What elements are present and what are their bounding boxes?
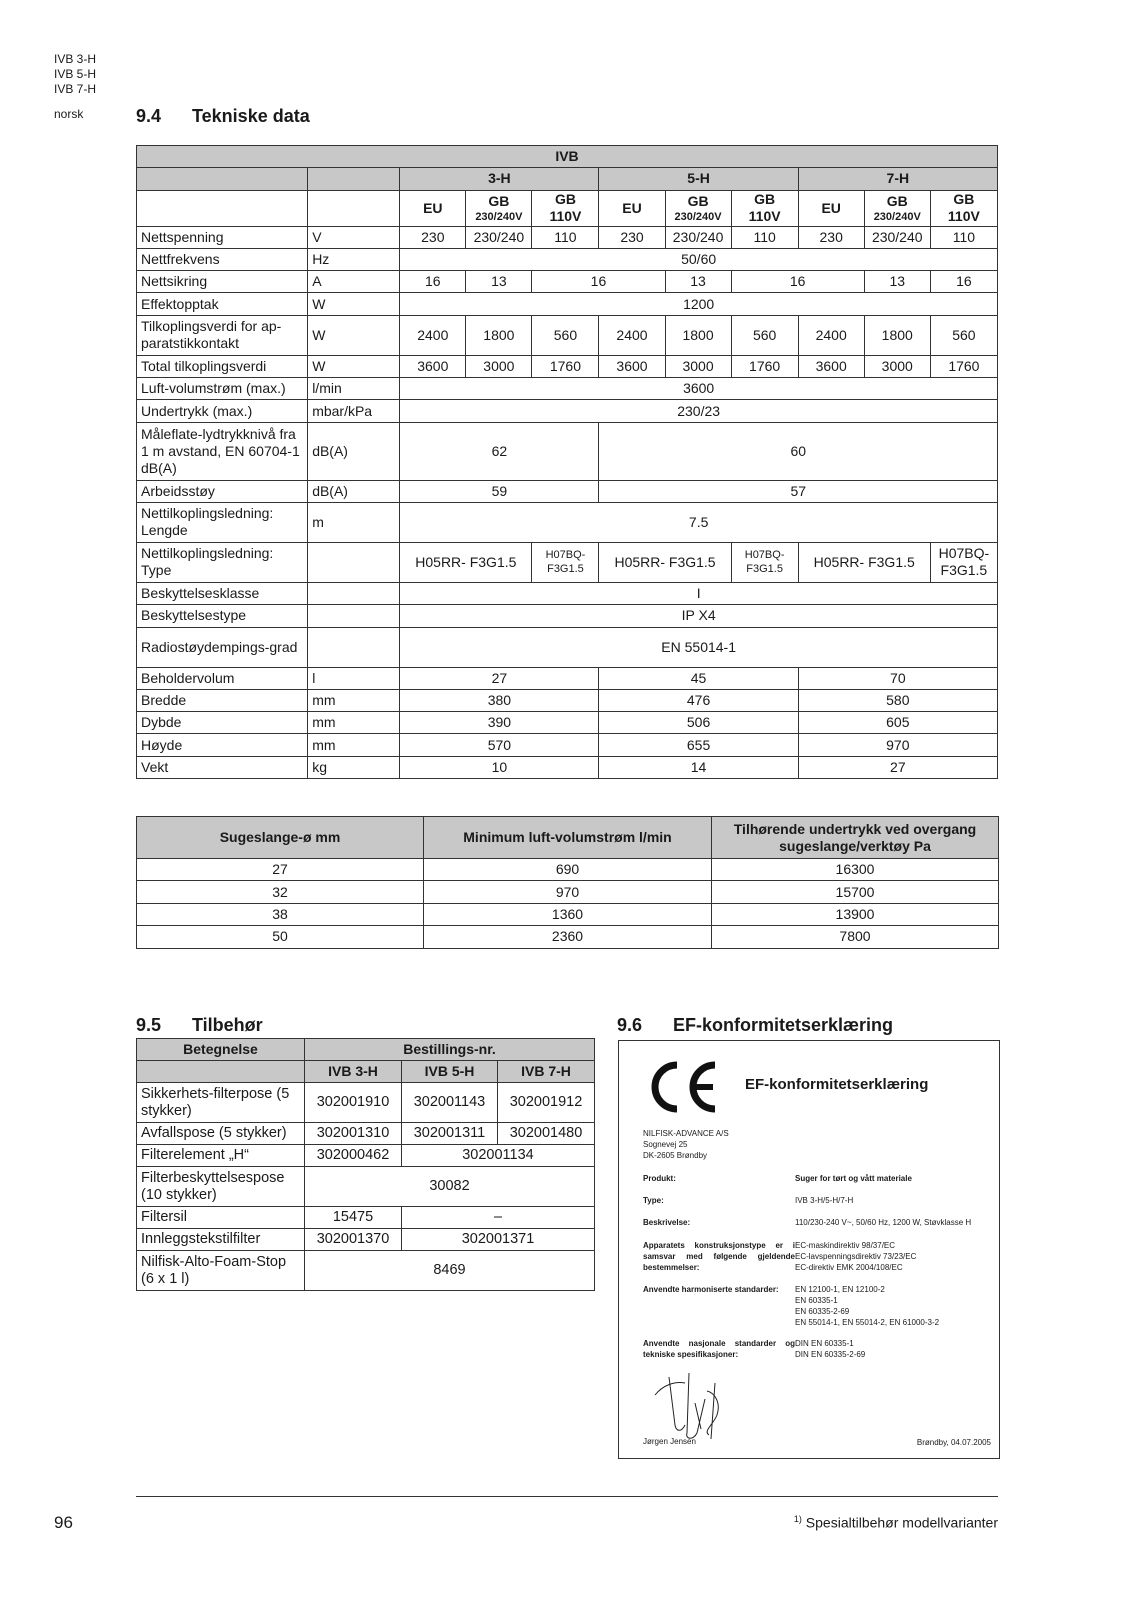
cell: 15475 bbox=[305, 1207, 402, 1229]
table-row bbox=[137, 226, 998, 248]
row-label: Total tilkoplingsverdi bbox=[137, 355, 308, 377]
cell: 302001910 bbox=[305, 1083, 402, 1123]
column-header: Betegnelse bbox=[137, 1039, 305, 1061]
field-value: Suger for tørt og vått materiale bbox=[795, 1174, 912, 1183]
cell: EN 55014-1 bbox=[400, 627, 998, 667]
row-label: Tilkoplingsverdi for ap-paratstikkontakt bbox=[137, 315, 308, 355]
cell: – bbox=[402, 1207, 595, 1229]
table-row bbox=[137, 480, 998, 502]
model-label: IVB 7-H bbox=[54, 82, 97, 96]
row-label: Nettilkoplingsledning: Type bbox=[137, 542, 308, 582]
table-row bbox=[137, 734, 998, 756]
cell: 570 bbox=[400, 734, 599, 756]
cell: 230/23 bbox=[400, 400, 998, 422]
cell: 1360 bbox=[424, 903, 712, 925]
section-number: 9.4 bbox=[136, 106, 162, 126]
cell: 59 bbox=[400, 480, 599, 502]
row-unit: kg bbox=[308, 756, 400, 778]
header-row bbox=[137, 146, 998, 168]
cell: 38 bbox=[137, 903, 424, 925]
cell: 2400 bbox=[599, 315, 665, 355]
row-unit: Hz bbox=[308, 248, 400, 270]
row-unit: dB(A) bbox=[308, 422, 400, 480]
field-label: Produkt: bbox=[643, 1174, 676, 1183]
column-header: IVB 5-H bbox=[402, 1061, 498, 1083]
row-unit bbox=[308, 582, 400, 604]
row-unit: W bbox=[308, 293, 400, 315]
suction-hose-table bbox=[136, 816, 999, 949]
declaration-title: EF-konformitetserklæring bbox=[745, 1076, 929, 1093]
variant-header: GB 110V bbox=[930, 190, 997, 226]
section-title: Tilbehør bbox=[192, 1015, 263, 1035]
cell: 27 bbox=[137, 859, 424, 881]
cell: 230 bbox=[400, 226, 466, 248]
table-row bbox=[137, 1251, 595, 1291]
cell: 302001912 bbox=[498, 1083, 595, 1123]
row-unit: mm bbox=[308, 689, 400, 711]
cell: 2400 bbox=[400, 315, 466, 355]
signature-icon bbox=[645, 1363, 755, 1443]
row-unit: mm bbox=[308, 734, 400, 756]
cell: 380 bbox=[400, 689, 599, 711]
cell: H05RR- F3G1.5 bbox=[599, 542, 731, 582]
cell: 302001370 bbox=[305, 1229, 402, 1251]
cell: H07BQ-F3G1.5 bbox=[731, 542, 798, 582]
cell: 970 bbox=[798, 734, 997, 756]
language-label: norsk bbox=[54, 107, 84, 121]
row-label: Høyde bbox=[137, 734, 308, 756]
table-row bbox=[137, 859, 999, 881]
cell: 560 bbox=[930, 315, 997, 355]
variant-header: EU bbox=[400, 190, 466, 226]
cell: 16 bbox=[400, 271, 466, 293]
cell: 57 bbox=[599, 480, 998, 502]
cell: 16300 bbox=[712, 859, 999, 881]
row-label: Sikkerhets-filterpose (5 stykker) bbox=[137, 1083, 305, 1123]
cell: 230/240 bbox=[466, 226, 532, 248]
table-row bbox=[137, 355, 998, 377]
model-label: IVB 3-H bbox=[54, 52, 97, 66]
signer-name: Jørgen Jensen bbox=[643, 1437, 696, 1446]
table-row bbox=[137, 1167, 595, 1207]
ce-mark-icon bbox=[643, 1059, 721, 1115]
header-row bbox=[137, 1039, 595, 1061]
section-title: Tekniske data bbox=[192, 106, 310, 126]
cell: 13 bbox=[466, 271, 532, 293]
cell: 13900 bbox=[712, 903, 999, 925]
row-label: Beskyttelsestype bbox=[137, 605, 308, 627]
cell: 60 bbox=[599, 422, 998, 480]
row-label: Vekt bbox=[137, 756, 308, 778]
table-row bbox=[137, 1083, 595, 1123]
row-unit: mbar/kPa bbox=[308, 400, 400, 422]
table-row bbox=[137, 271, 998, 293]
cell: 16 bbox=[532, 271, 665, 293]
cell: 302001310 bbox=[305, 1123, 402, 1145]
table-row bbox=[137, 400, 998, 422]
cell: 302001311 bbox=[402, 1123, 498, 1145]
row-label: Avfallspose (5 stykker) bbox=[137, 1123, 305, 1145]
table-row bbox=[137, 422, 998, 480]
column-header: Bestillings-nr. bbox=[305, 1039, 595, 1061]
cell: 7800 bbox=[712, 926, 999, 948]
field-label: Anvendte harmoniserte standarder: bbox=[643, 1285, 779, 1294]
field-label: Anvendte nasjonale standarder og tekniske spesifikasjoner: bbox=[643, 1339, 795, 1359]
row-unit: W bbox=[308, 315, 400, 355]
cell: 3600 bbox=[400, 355, 466, 377]
cell: 302001371 bbox=[402, 1229, 595, 1251]
cell: 110 bbox=[532, 226, 599, 248]
cell: IP X4 bbox=[400, 605, 998, 627]
variant-header: GB 110V bbox=[532, 190, 599, 226]
cell: 390 bbox=[400, 712, 599, 734]
cell: 50 bbox=[137, 926, 424, 948]
cell: 302000462 bbox=[305, 1145, 402, 1167]
cell: 15700 bbox=[712, 881, 999, 903]
field-label: Beskrivelse: bbox=[643, 1218, 691, 1227]
column-header: Tilhørende undertrykk ved overgang sugeslange/verktøy Pa bbox=[712, 817, 999, 859]
cell: 3000 bbox=[864, 355, 930, 377]
variant-header: GB 230/240V bbox=[466, 190, 532, 226]
column-header: Sugeslange-ø mm bbox=[137, 817, 424, 859]
table-row bbox=[137, 248, 998, 270]
table-row bbox=[137, 542, 998, 582]
cell: 302001134 bbox=[402, 1145, 595, 1167]
footer-rule bbox=[136, 1496, 998, 1497]
table-row bbox=[137, 627, 998, 667]
cell: H07BQ-F3G1.5 bbox=[930, 542, 997, 582]
cell: 8469 bbox=[305, 1251, 595, 1291]
table-row bbox=[137, 502, 998, 542]
cell: 2360 bbox=[424, 926, 712, 948]
cell: 1760 bbox=[930, 355, 997, 377]
cell: 506 bbox=[599, 712, 798, 734]
technical-data-table bbox=[136, 145, 998, 779]
model-list bbox=[54, 52, 96, 97]
field-value: EC-maskindirektiv 98/37/EC EC-lavspenningsdirektiv 73/23/EC EC-direktiv EMK 2004/108/EC bbox=[795, 1241, 917, 1272]
column-header: Minimum luft-volumstrøm l/min bbox=[424, 817, 712, 859]
cell: 3000 bbox=[665, 355, 731, 377]
row-unit bbox=[308, 542, 400, 582]
cell: 476 bbox=[599, 689, 798, 711]
variant-header: GB 230/240V bbox=[864, 190, 930, 226]
cell: I bbox=[400, 582, 998, 604]
row-label: Nettfrekvens bbox=[137, 248, 308, 270]
section-heading-9-5 bbox=[136, 1015, 263, 1036]
header-row bbox=[137, 168, 998, 190]
cell: H07BQ-F3G1.5 bbox=[532, 542, 599, 582]
row-label: Måleflate-lydtrykknivå fra 1 m avstand, EN 60704-1 dB(A) bbox=[137, 422, 308, 480]
row-unit: dB(A) bbox=[308, 480, 400, 502]
footnote-marker: 1) bbox=[793, 1514, 802, 1524]
cell: 605 bbox=[798, 712, 997, 734]
footnote-text: Spesialtilbehør modellvarianter bbox=[805, 1514, 998, 1531]
model-group-header: 5-H bbox=[599, 168, 798, 190]
row-label: Nilfisk-Alto-Foam-Stop (6 x 1 l) bbox=[137, 1251, 305, 1291]
header-row bbox=[137, 817, 999, 859]
cell: 580 bbox=[798, 689, 997, 711]
table-row bbox=[137, 689, 998, 711]
table-row bbox=[137, 293, 998, 315]
row-unit: mm bbox=[308, 712, 400, 734]
cell: 970 bbox=[424, 881, 712, 903]
cell: 230/240 bbox=[864, 226, 930, 248]
row-label: Filterelement „H“ bbox=[137, 1145, 305, 1167]
section-number: 9.6 bbox=[617, 1015, 643, 1035]
table-row bbox=[137, 1145, 595, 1167]
column-header: IVB 3-H bbox=[305, 1061, 402, 1083]
model-label: IVB 5-H bbox=[54, 67, 97, 81]
row-label: Luft-volumstrøm (max.) bbox=[137, 378, 308, 400]
cell: 110 bbox=[930, 226, 997, 248]
cell: 62 bbox=[400, 422, 599, 480]
row-label: Radiostøydempings-grad bbox=[137, 627, 308, 667]
section-heading-9-6 bbox=[617, 1015, 893, 1036]
cell: 13 bbox=[665, 271, 731, 293]
cell: 302001143 bbox=[402, 1083, 498, 1123]
page-number: 96 bbox=[54, 1513, 73, 1532]
cell: 3000 bbox=[466, 355, 532, 377]
cell: 560 bbox=[731, 315, 798, 355]
column-header: IVB 7-H bbox=[498, 1061, 595, 1083]
variant-header-row bbox=[137, 190, 998, 226]
table-row bbox=[137, 315, 998, 355]
table-row bbox=[137, 378, 998, 400]
place-date: Brøndby, 04.07.2005 bbox=[916, 1438, 991, 1447]
field-label: Apparatets konstruksjonstype er i samsvar med følgende gjeldende bestemmelser: bbox=[643, 1241, 795, 1272]
row-label: Nettsikring bbox=[137, 271, 308, 293]
cell: 230 bbox=[798, 226, 864, 248]
cell: 690 bbox=[424, 859, 712, 881]
row-label: Dybde bbox=[137, 712, 308, 734]
cell: 27 bbox=[798, 756, 997, 778]
model-group-header: 7-H bbox=[798, 168, 997, 190]
cell: 7.5 bbox=[400, 502, 998, 542]
row-unit: l bbox=[308, 667, 400, 689]
row-unit bbox=[308, 627, 400, 667]
cell: 45 bbox=[599, 667, 798, 689]
row-label: Effektopptak bbox=[137, 293, 308, 315]
cell: 16 bbox=[930, 271, 997, 293]
row-label: Undertrykk (max.) bbox=[137, 400, 308, 422]
table-title: IVB bbox=[137, 146, 998, 168]
section-heading-9-4 bbox=[136, 106, 310, 127]
cell: H05RR- F3G1.5 bbox=[400, 542, 532, 582]
cell: 3600 bbox=[798, 355, 864, 377]
field-value: IVB 3-H/5-H/7-H bbox=[795, 1196, 854, 1205]
field-value: EN 12100-1, EN 12100-2 EN 60335-1 EN 60335-2-69 EN 55014-1, EN 55014-2, EN 61000-3-2 bbox=[795, 1285, 940, 1327]
row-unit: V bbox=[308, 226, 400, 248]
row-label: Bredde bbox=[137, 689, 308, 711]
row-label: Filtersil bbox=[137, 1207, 305, 1229]
cell: 2400 bbox=[798, 315, 864, 355]
field-label: Type: bbox=[643, 1196, 664, 1205]
row-unit: A bbox=[308, 271, 400, 293]
table-row bbox=[137, 582, 998, 604]
cell: H05RR- F3G1.5 bbox=[798, 542, 930, 582]
table-row bbox=[137, 903, 999, 925]
row-label: Nettspenning bbox=[137, 226, 308, 248]
row-label: Nettilkoplingsledning: Lengde bbox=[137, 502, 308, 542]
cell: 1200 bbox=[400, 293, 998, 315]
table-row bbox=[137, 926, 999, 948]
conformity-declaration bbox=[618, 1040, 1000, 1459]
row-unit: l/min bbox=[308, 378, 400, 400]
cell: 3600 bbox=[400, 378, 998, 400]
row-label: Arbeidsstøy bbox=[137, 480, 308, 502]
variant-header: GB 110V bbox=[731, 190, 798, 226]
cell: 230/240 bbox=[665, 226, 731, 248]
row-label: Innleggstekstilfilter bbox=[137, 1229, 305, 1251]
header-row bbox=[137, 1061, 595, 1083]
table-row bbox=[137, 605, 998, 627]
section-number: 9.5 bbox=[136, 1015, 162, 1035]
cell: 1800 bbox=[665, 315, 731, 355]
cell: 50/60 bbox=[400, 248, 998, 270]
cell: 13 bbox=[864, 271, 930, 293]
field-value: DIN EN 60335-1 DIN EN 60335-2-69 bbox=[795, 1339, 866, 1359]
cell: 230 bbox=[599, 226, 665, 248]
variant-header: GB 230/240V bbox=[665, 190, 731, 226]
row-label: Beskyttelsesklasse bbox=[137, 582, 308, 604]
cell: 110 bbox=[731, 226, 798, 248]
table-row bbox=[137, 756, 998, 778]
cell: 16 bbox=[731, 271, 864, 293]
row-unit: m bbox=[308, 502, 400, 542]
variant-header: EU bbox=[599, 190, 665, 226]
table-row bbox=[137, 881, 999, 903]
variant-header: EU bbox=[798, 190, 864, 226]
accessories-table bbox=[136, 1038, 595, 1291]
cell: 10 bbox=[400, 756, 599, 778]
cell: 30082 bbox=[305, 1167, 595, 1207]
cell: 560 bbox=[532, 315, 599, 355]
table-row bbox=[137, 1229, 595, 1251]
cell: 27 bbox=[400, 667, 599, 689]
table-row bbox=[137, 1123, 595, 1145]
cell: 1760 bbox=[532, 355, 599, 377]
cell: 1800 bbox=[864, 315, 930, 355]
model-group-header: 3-H bbox=[400, 168, 599, 190]
cell: 302001480 bbox=[498, 1123, 595, 1145]
section-title: EF-konformitetserklæring bbox=[673, 1015, 894, 1035]
company-address: NILFISK-ADVANCE A/S Sognevej 25 DK-2605 Brøndby bbox=[643, 1129, 729, 1160]
footnote bbox=[794, 1514, 998, 1531]
table-row bbox=[137, 712, 998, 734]
cell: 32 bbox=[137, 881, 424, 903]
table-row bbox=[137, 667, 998, 689]
cell: 1760 bbox=[731, 355, 798, 377]
cell: 70 bbox=[798, 667, 997, 689]
row-unit bbox=[308, 605, 400, 627]
cell: 3600 bbox=[599, 355, 665, 377]
table-row bbox=[137, 1207, 595, 1229]
row-unit: W bbox=[308, 355, 400, 377]
field-value: 110/230-240 V~, 50/60 Hz, 1200 W, Støvklasse H bbox=[795, 1218, 972, 1227]
cell: 1800 bbox=[466, 315, 532, 355]
row-label: Beholdervolum bbox=[137, 667, 308, 689]
row-label: Filterbeskyttelsespose (10 stykker) bbox=[137, 1167, 305, 1207]
cell: 14 bbox=[599, 756, 798, 778]
cell: 655 bbox=[599, 734, 798, 756]
